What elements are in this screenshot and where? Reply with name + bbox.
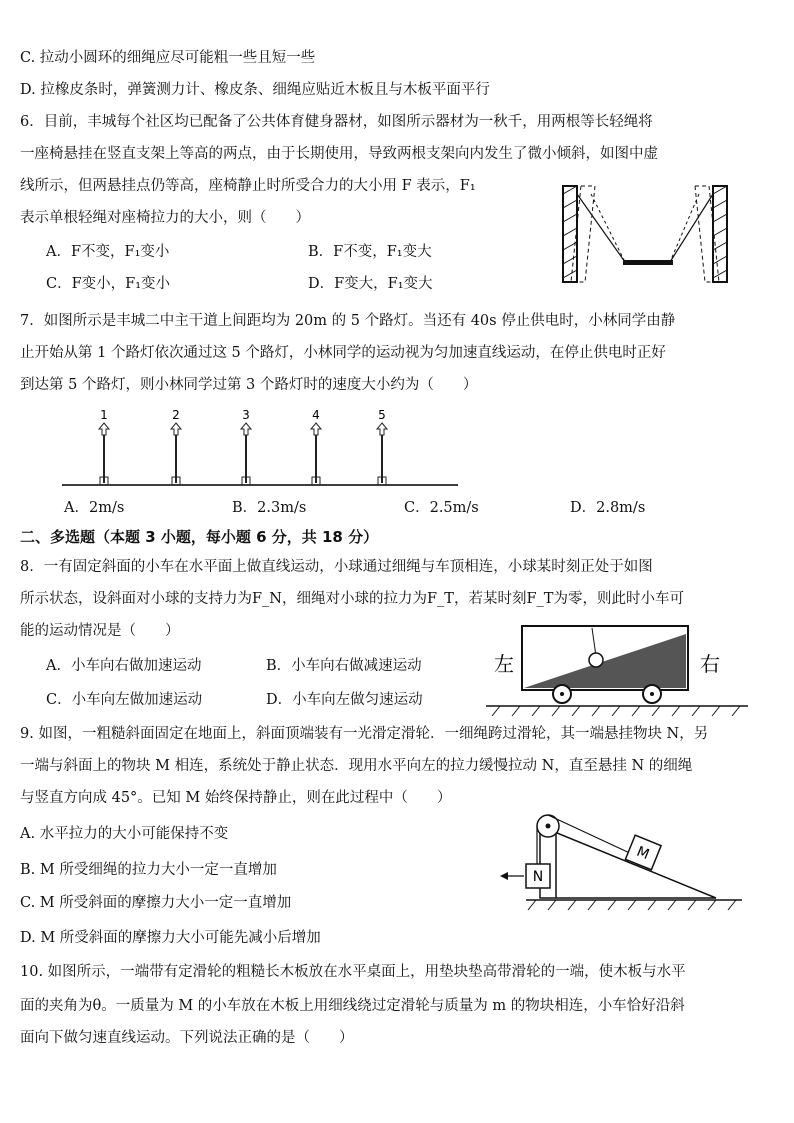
q6-option-a: A．F不变，F₁变小 (46, 244, 170, 260)
q10-stem-line3: 面向下做匀速直线运动。下列说法正确的是（ ） (20, 1030, 354, 1046)
q7-option-c: C．2.5m/s (404, 500, 479, 516)
incline-pulley-figure (496, 800, 746, 918)
lamp-3 (241, 408, 251, 485)
q10-stem-line1: 10. 如图所示，一端带有定滑轮的粗糙长木板放在水平桌面上，用垫块垫高带滑轮的一端，使木板与水平 (20, 964, 686, 980)
q7-option-d: D．2.8m/s (570, 500, 646, 516)
q6-option-c: C．F变小，F₁变小 (46, 276, 171, 292)
q8-option-a: A．小车向右做加速运动 (46, 658, 202, 674)
lamp-number-3: 3 (242, 408, 250, 422)
street-lamps-figure (60, 405, 460, 497)
q6-option-b: B．F不变，F₁变大 (308, 244, 432, 260)
q9-option-d: D. M 所受斜面的摩擦力大小可能先减小后增加 (20, 930, 321, 946)
q6-stem-line3: 线所示，但两悬挂点仍等高，座椅静止时所受合力的大小用 F 表示，F₁ (20, 178, 476, 194)
cart-incline-figure (482, 616, 754, 720)
section-multiple-choice-heading: 二、多选题（本题 3 小题，每小题 6 分，共 18 分） (20, 528, 379, 546)
q9-stem-line3: 与竖直方向成 45°。已知 M 始终保持静止，则在此过程中（ ） (20, 790, 452, 806)
lamp-number-1: 1 (100, 408, 108, 422)
q9-stem-line1: 9. 如图，一粗糙斜面固定在地面上，斜面顶端装有一光滑定滑轮．一细绳跨过滑轮，其一端悬挂物块 N，另 (20, 726, 709, 742)
q6-option-d: D．F变大，F₁变大 (308, 276, 433, 292)
q8-option-d: D．小车向左做匀速运动 (266, 692, 423, 708)
lamp-1 (99, 408, 109, 485)
q6-stem-line1: 6．目前，丰城每个社区均已配备了公共体育健身器材，如图所示器材为一秋千，用两根等长轻绳将 (20, 114, 653, 130)
q7-option-a: A．2m/s (64, 500, 125, 516)
q5-option-c: C. 拉动小圆环的细绳应尽可能粗一些且短一些 (20, 50, 316, 66)
q8-option-b: B．小车向右做减速运动 (266, 658, 422, 674)
q7-stem-line3: 到达第 5 个路灯，则小林同学过第 3 个路灯时的速度大小约为（ ） (20, 377, 478, 393)
right-label: 右 (700, 652, 720, 676)
q8-stem-line1: 8．一有固定斜面的小车在水平面上做直线运动，小球通过细绳与车顶相连，小球某时刻正处于如图 (20, 559, 653, 575)
lamp-number-4: 4 (312, 408, 320, 422)
lamp-number-5: 5 (378, 408, 386, 422)
q7-stem-line2: 止开始从第 1 个路灯依次通过这 5 个路灯，小林同学的运动视为匀加速直线运动，在停止供电时正好 (20, 345, 666, 361)
block-n-label: N (532, 869, 544, 885)
q8-stem-line2: 所示状态，设斜面对小球的支持力为F_N，细绳对小球的拉力为F_T，若某时刻F_T为零，则此时小车可 (20, 591, 684, 607)
q6-stem-line2: 一座椅悬挂在竖直支架上等高的两点，由于长期使用，导致两根支架向内发生了微小倾斜，如图中虚 (20, 146, 658, 162)
q8-option-c: C．小车向左做加速运动 (46, 692, 203, 708)
lamp-number-2: 2 (172, 408, 180, 422)
q7-stem-line1: 7．如图所示是丰城二中主干道上间距均为 20m 的 5 个路灯。当还有 40s 停止供电时，小林同学由静 (20, 313, 676, 329)
lamp-4 (311, 408, 321, 485)
lamp-5 (377, 408, 387, 485)
q9-option-b: B. M 所受细绳的拉力大小一定一直增加 (20, 862, 277, 878)
q9-option-a: A. 水平拉力的大小可能保持不变 (20, 826, 229, 842)
swing-figure (555, 180, 735, 285)
q6-stem-line4: 表示单根轻绳对座椅拉力的大小，则（ ） (20, 210, 310, 226)
q9-stem-line2: 一端与斜面上的物块 M 相连，系统处于静止状态．现用水平向左的拉力缓慢拉动 N，直至悬挂 N 的细绳 (20, 758, 693, 774)
block-m-label: M (634, 843, 652, 864)
q10-stem-line2: 面的夹角为θ。一质量为 M 的小车放在木板上用细线绕过定滑轮与质量为 m 的物块相连，小车恰好沿斜 (20, 998, 685, 1014)
q5-option-d: D. 拉橡皮条时，弹簧测力计、橡皮条、细绳应贴近木板且与木板平面平行 (20, 82, 490, 98)
q8-stem-line3: 能的运动情况是（ ） (20, 623, 180, 639)
q9-option-c: C. M 所受斜面的摩擦力大小一定一直增加 (20, 895, 292, 911)
q7-option-b: B．2.3m/s (232, 500, 307, 516)
lamp-2 (171, 408, 181, 485)
left-label: 左 (494, 652, 514, 676)
